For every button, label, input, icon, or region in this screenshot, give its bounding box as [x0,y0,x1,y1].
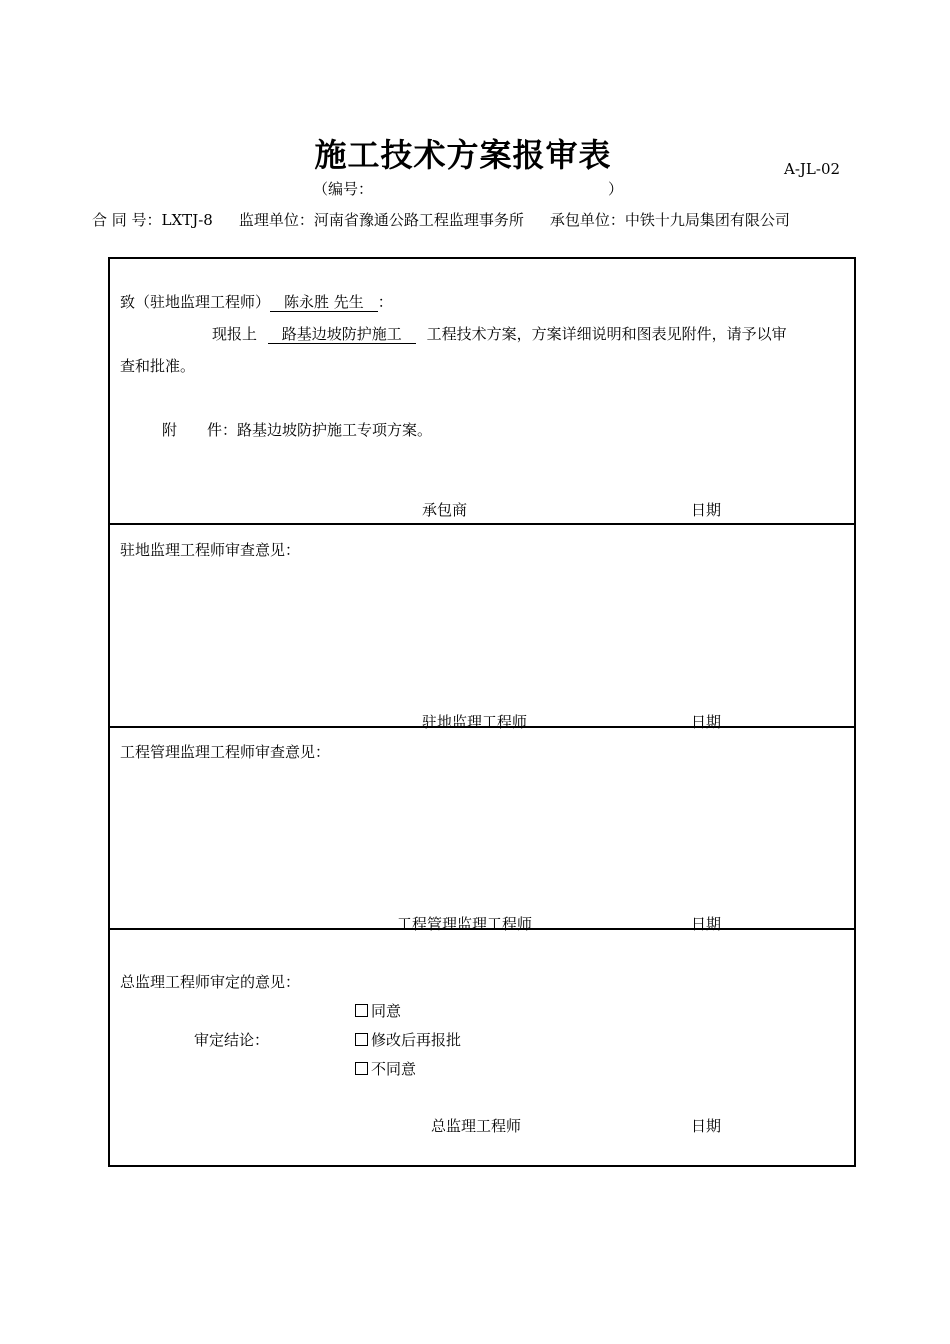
chief-engineer-date-label: 日期 [691,1117,722,1135]
conclusion-label: 审定结论： [194,1031,270,1049]
option-agree[interactable] [355,1000,401,1021]
addressee-line [120,291,393,312]
resident-engineer-signature-label: 驻地监理工程师 [422,713,528,731]
contract-number: LXTJ-8 [161,211,213,229]
checkbox-icon[interactable] [355,1033,368,1046]
report-line [212,323,787,344]
management-engineer-heading: 工程管理监理工程师审查意见： [120,743,331,761]
engineer-name: 陈永胜 先生 [270,293,378,312]
addressee-label: 致（驻地监理工程师） [120,293,271,311]
serial-close: ） [608,180,624,198]
option-revise-label: 修改后再报批 [371,1031,462,1049]
project-name: 路基边坡防护施工 [268,325,416,344]
attachment-label: 附 件： [162,421,238,439]
chief-engineer-signature-label: 总监理工程师 [431,1117,522,1135]
addressee-colon: ： [377,293,393,311]
checkbox-icon[interactable] [355,1062,368,1075]
report-line-2: 查和批准。 [120,357,196,375]
management-engineer-signature-label: 工程管理监理工程师 [397,915,533,933]
form-code: A-JL-02 [784,160,841,178]
report-suffix: 工程技术方案，方案详细说明和图表见附件，请予以审 [426,325,787,343]
resident-engineer-heading: 驻地监理工程师审查意见： [120,541,301,559]
checkbox-icon[interactable] [355,1004,368,1017]
serial-number-line [313,178,623,199]
contractor-label: 承包单位： [549,211,625,229]
option-revise-resubmit[interactable] [355,1029,461,1050]
form-title: 施工技术方案报审表 [314,136,612,174]
resident-engineer-date-label: 日期 [691,713,722,731]
report-prefix: 现报上 [212,325,258,343]
attachment-text: 路基边坡防护施工专项方案。 [237,421,433,439]
contractor-signature-label: 承包商 [422,501,468,519]
contract-info-line [92,209,842,231]
supervisor-label: 监理单位： [238,211,314,229]
chief-engineer-heading: 总监理工程师审定的意见： [120,973,301,991]
serial-open: （编号： [313,180,374,198]
section-divider-1 [110,523,854,525]
option-disagree[interactable] [355,1058,416,1079]
contractor-date-label: 日期 [691,501,722,519]
attachment-line [162,419,432,440]
option-agree-label: 同意 [371,1002,402,1020]
contract-label: 合 同 号： [92,211,162,229]
management-engineer-date-label: 日期 [691,915,722,933]
section-divider-3 [110,928,854,930]
supervisor-name: 河南省豫通公路工程监理事务所 [313,211,524,229]
contractor-name: 中铁十九局集团有限公司 [624,211,790,229]
review-form-table [108,257,856,1167]
section-divider-2 [110,726,854,728]
option-disagree-label: 不同意 [371,1060,417,1078]
